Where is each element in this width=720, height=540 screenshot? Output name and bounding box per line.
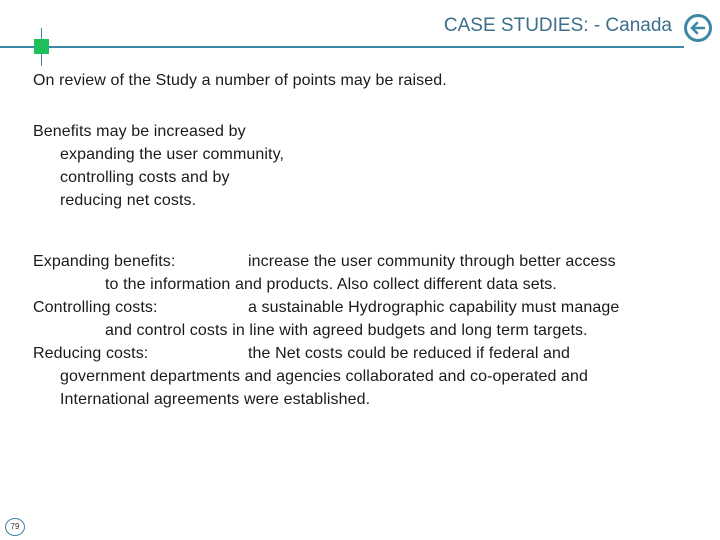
detail-definition: a sustainable Hydrographic capability must manage xyxy=(248,299,620,316)
detail-row xyxy=(33,250,616,273)
detail-continuation: International agreements were established. xyxy=(60,391,371,408)
detail-continuation: to the information and products. Also collect different data sets. xyxy=(105,276,557,293)
detail-row xyxy=(33,296,620,319)
detail-definition: increase the user community through better access xyxy=(248,253,616,270)
back-arrow-circle-icon xyxy=(683,13,713,43)
back-button[interactable] xyxy=(683,13,713,43)
benefits-item: reducing net costs. xyxy=(60,192,197,209)
benefits-block xyxy=(33,120,284,212)
header-rule xyxy=(0,46,684,48)
benefits-item: expanding the user community, xyxy=(60,146,285,163)
intro-text: On review of the Study a number of points may be raised. xyxy=(33,72,447,89)
detail-continuation: government departments and agencies collaborated and co-operated and xyxy=(60,368,589,385)
detail-row xyxy=(33,342,588,365)
detail-term: Expanding benefits: xyxy=(33,253,176,270)
detail-term: Controlling costs: xyxy=(33,299,158,316)
detail-term: Reducing costs: xyxy=(33,345,149,362)
slide-number: 79 xyxy=(5,518,25,536)
header-marker-square xyxy=(34,39,49,54)
benefits-item: controlling costs and by xyxy=(60,169,230,186)
detail-continuation: and control costs in line with agreed budgets and long term targets. xyxy=(105,322,588,339)
details-block xyxy=(33,250,620,411)
detail-definition: the Net costs could be reduced if federal and xyxy=(248,345,571,362)
page-title: CASE STUDIES: - Canada xyxy=(443,15,672,36)
benefits-lead: Benefits may be increased by xyxy=(33,123,246,140)
